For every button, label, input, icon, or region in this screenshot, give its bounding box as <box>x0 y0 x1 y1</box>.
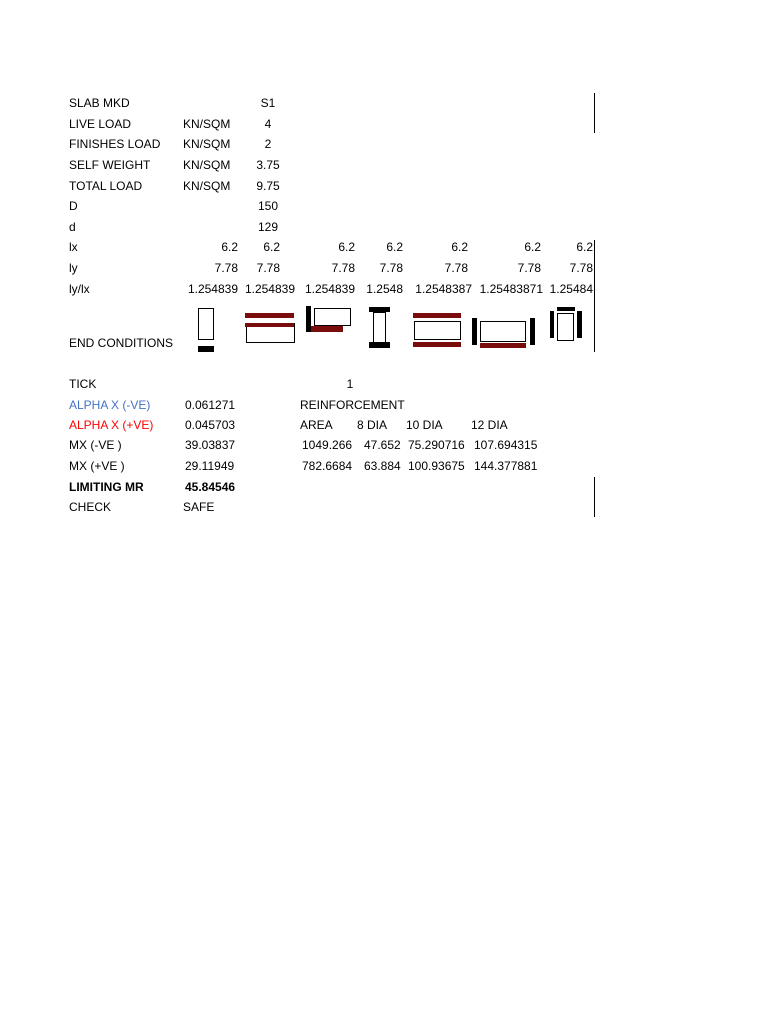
lx-value: 6.2 <box>221 240 238 254</box>
finishes-load-value: 2 <box>264 137 272 151</box>
ly-value: 7.78 <box>444 261 468 275</box>
total-load-label: TOTAL LOAD <box>69 179 143 193</box>
cell-border-line <box>594 240 595 352</box>
live-load-value: 4 <box>264 117 272 131</box>
check-value: SAFE <box>183 500 215 514</box>
effective-depth-label: d <box>69 220 76 234</box>
end-condition-2-icon <box>244 312 296 346</box>
ly-value: 7.78 <box>214 261 238 275</box>
alpha-x-negative-label: ALPHA X (-VE) <box>69 398 151 412</box>
overall-depth-label: D <box>69 199 78 213</box>
live-load-unit: KN/SQM <box>183 117 231 131</box>
lx-value: 6.2 <box>386 240 403 254</box>
tick-value: 1 <box>346 377 354 391</box>
self-weight-unit: KN/SQM <box>183 158 231 172</box>
end-condition-7-icon <box>549 306 585 344</box>
12-dia-negative-value: 107.694315 <box>474 438 538 452</box>
ratio-value: 1.254839 <box>244 282 295 296</box>
live-load-label: LIVE LOAD <box>69 117 132 131</box>
area-header: AREA <box>300 418 333 432</box>
ratio-value: 1.2548387 <box>415 282 472 296</box>
ratio-label: ly/lx <box>69 282 90 296</box>
lx-value: 6.2 <box>524 240 541 254</box>
lx-value: 6.2 <box>451 240 468 254</box>
8-dia-header: 8 DIA <box>357 418 388 432</box>
total-load-unit: KN/SQM <box>183 179 231 193</box>
end-condition-5-icon <box>412 312 464 350</box>
ly-value: 7.78 <box>331 261 355 275</box>
8-dia-positive-value: 63.884 <box>364 459 401 473</box>
lx-value: 6.2 <box>338 240 355 254</box>
12-dia-header: 12 DIA <box>471 418 508 432</box>
end-condition-4-icon <box>368 306 392 350</box>
finishes-load-label: FINISHES LOAD <box>69 137 161 151</box>
ly-label: ly <box>69 261 78 275</box>
area-positive-value: 782.6684 <box>302 459 353 473</box>
overall-depth-value: 150 <box>257 199 279 213</box>
cell-border-line <box>594 93 595 133</box>
limiting-mr-label: LIMITING MR <box>69 480 144 494</box>
ratio-value: 1.2548 <box>366 282 403 296</box>
slab-mkd-value: S1 <box>260 96 276 110</box>
ratio-value: 1.254839 <box>304 282 355 296</box>
lx-label: lx <box>69 240 78 254</box>
ly-value: 7.78 <box>517 261 541 275</box>
mx-positive-label: MX (+VE ) <box>69 459 125 473</box>
mx-negative-value: 39.03837 <box>185 438 236 452</box>
end-conditions-label: END CONDITIONS <box>69 336 174 350</box>
self-weight-value: 3.75 <box>256 158 280 172</box>
lx-value: 6.2 <box>263 240 280 254</box>
total-load-value: 9.75 <box>256 179 280 193</box>
10-dia-negative-value: 75.290716 <box>408 438 465 452</box>
reinforcement-title: REINFORCEMENT <box>300 398 405 412</box>
check-label: CHECK <box>69 500 112 514</box>
self-weight-label: SELF WEIGHT <box>69 158 151 172</box>
alpha-x-negative-value: 0.061271 <box>185 398 236 412</box>
10-dia-header: 10 DIA <box>406 418 443 432</box>
tick-label: TICK <box>69 377 97 391</box>
finishes-load-unit: KN/SQM <box>183 137 231 151</box>
cell-border-line <box>594 477 595 517</box>
12-dia-positive-value: 144.377881 <box>474 459 538 473</box>
ratio-value: 1.25484 <box>549 282 593 296</box>
mx-positive-value: 29.11949 <box>185 459 235 473</box>
slab-mkd-label: SLAB MKD <box>69 96 130 110</box>
ratio-value: 1.254839 <box>187 282 238 296</box>
area-negative-value: 1049.266 <box>302 438 353 452</box>
ly-value: 7.78 <box>379 261 403 275</box>
alpha-x-positive-value: 0.045703 <box>185 418 236 432</box>
ly-value: 7.78 <box>569 261 593 275</box>
ratio-value: 1.25483871 <box>479 282 543 296</box>
10-dia-positive-value: 100.93675 <box>408 459 465 473</box>
ly-value: 7.78 <box>256 261 280 275</box>
8-dia-negative-value: 47.652 <box>364 438 401 452</box>
end-condition-1-icon <box>196 306 218 354</box>
lx-value: 6.2 <box>576 240 593 254</box>
mx-negative-label: MX (-VE ) <box>69 438 122 452</box>
limiting-mr-value: 45.84546 <box>185 480 236 494</box>
end-condition-6-icon <box>471 317 537 351</box>
end-condition-3-icon <box>305 305 353 337</box>
alpha-x-positive-label: ALPHA X (+VE) <box>69 418 154 432</box>
effective-depth-value: 129 <box>257 220 279 234</box>
